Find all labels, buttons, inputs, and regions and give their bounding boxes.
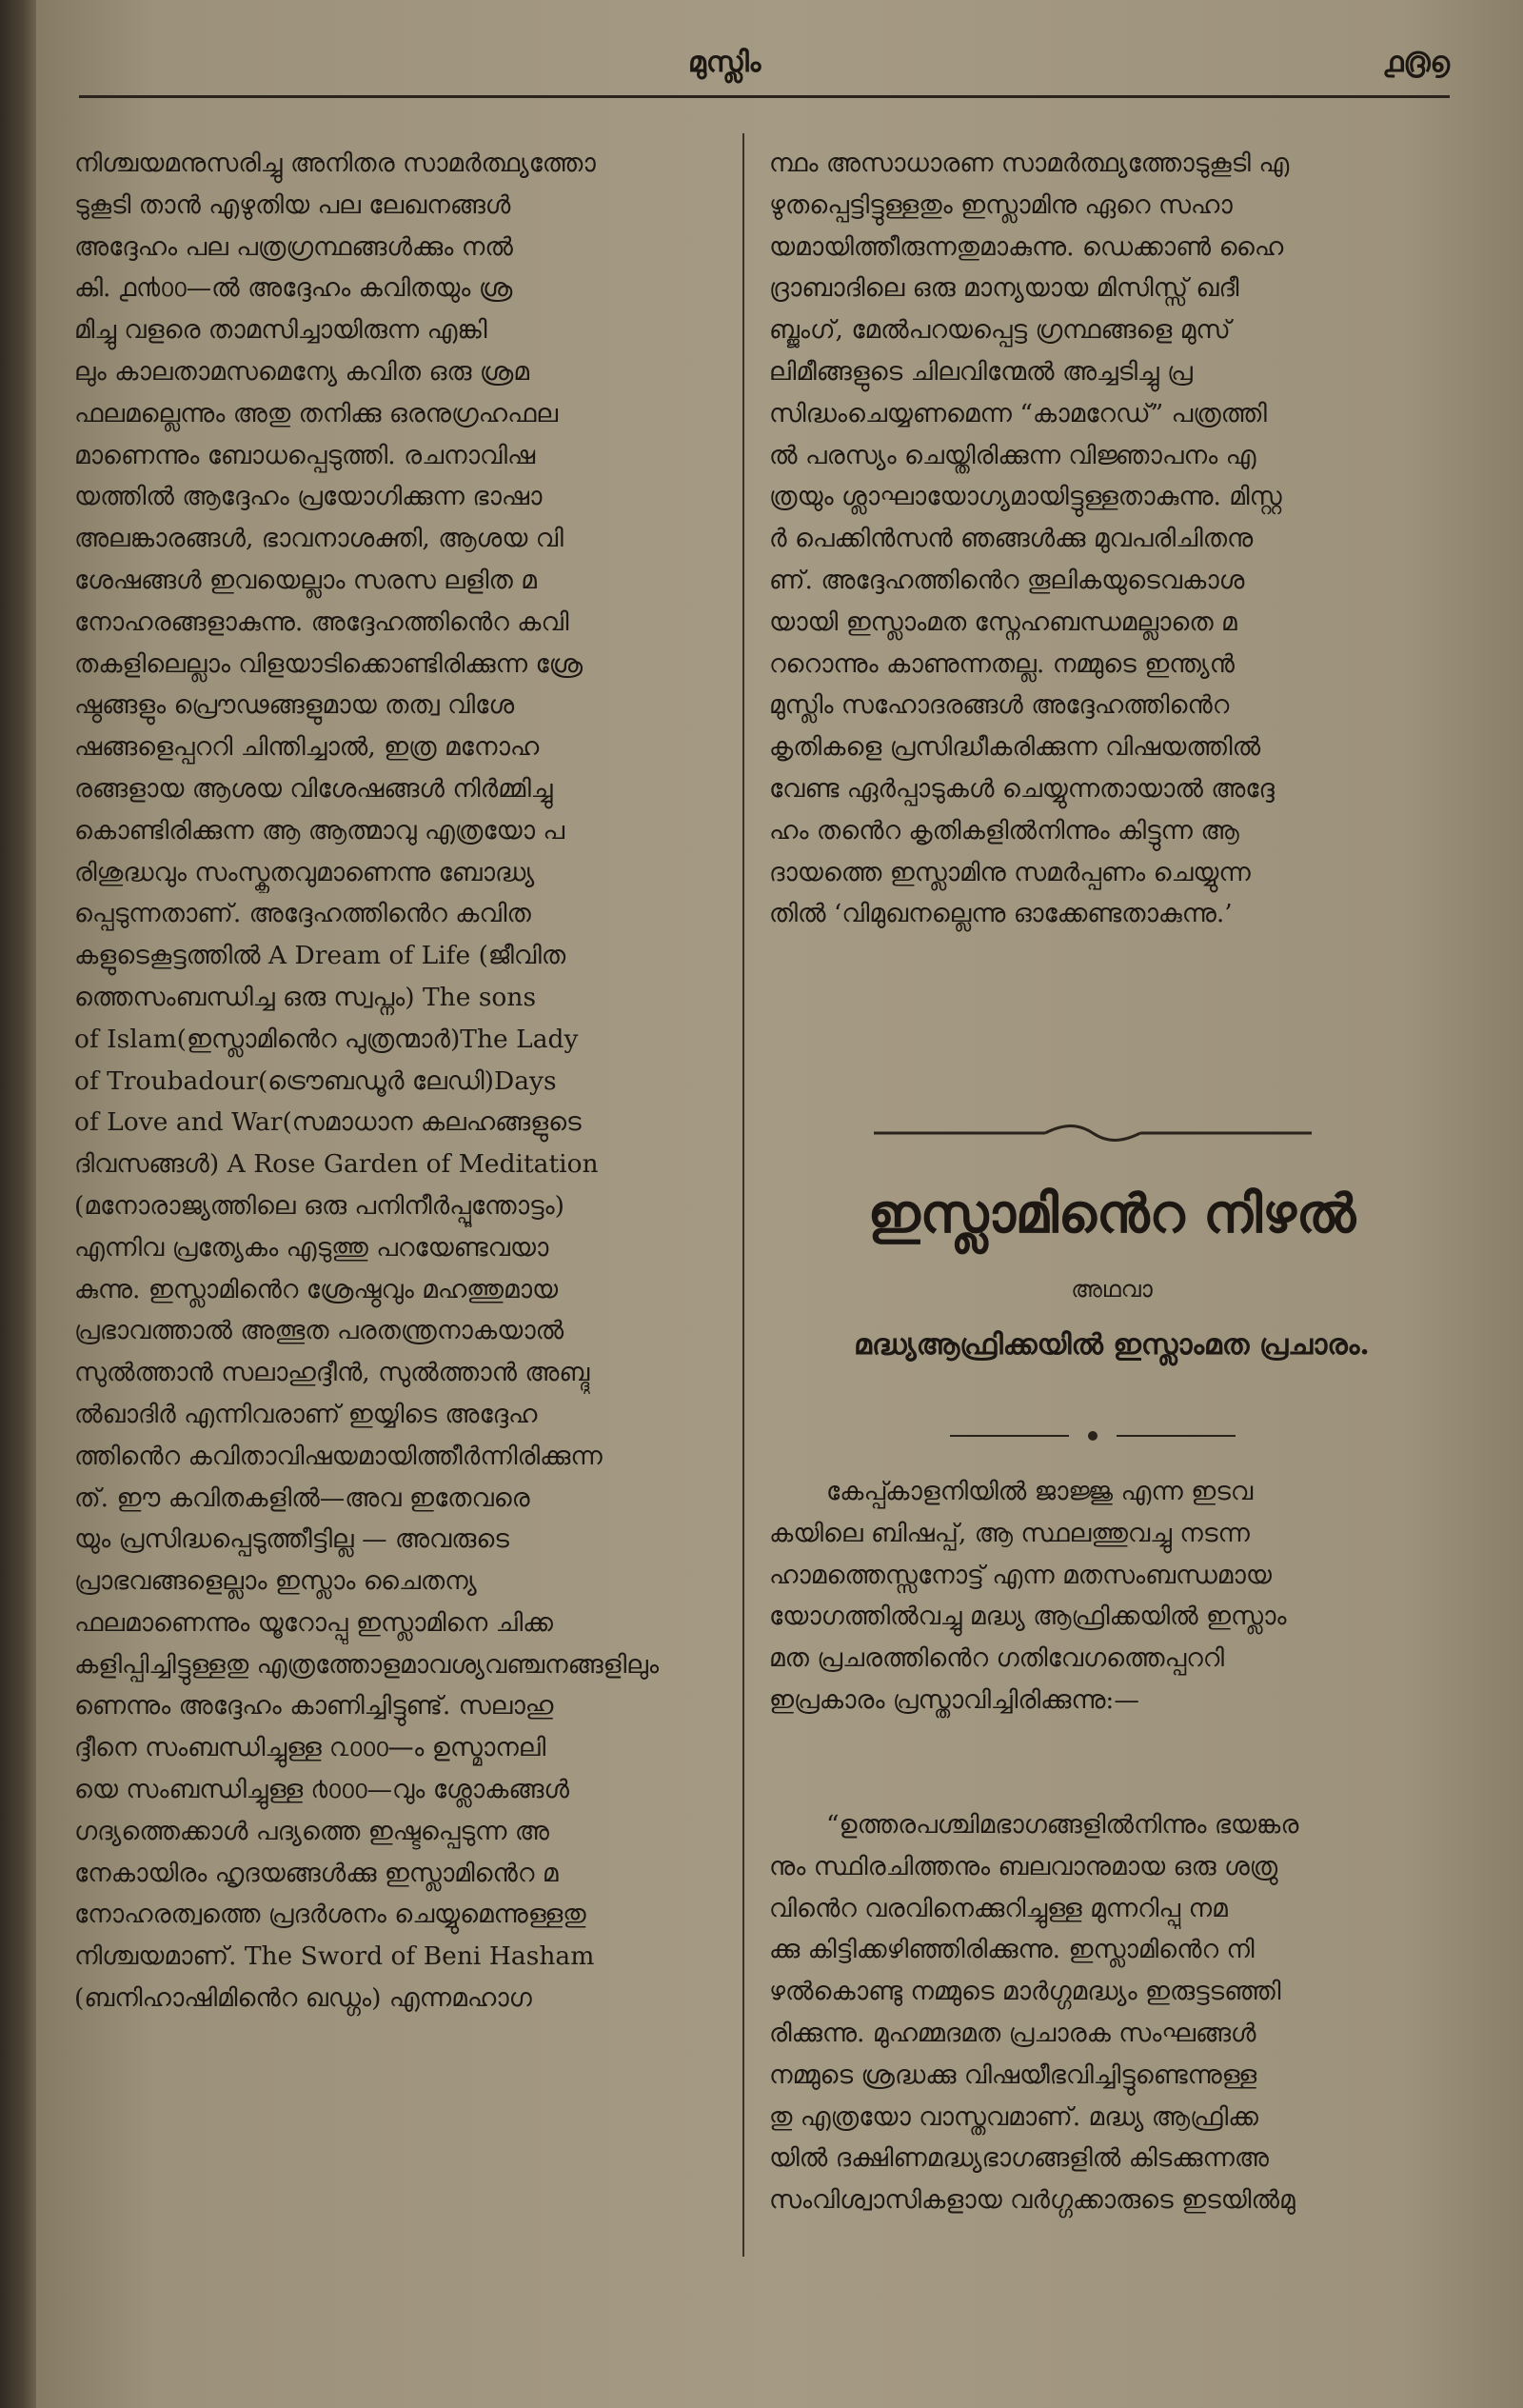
text-line: ലും കാലതാമസമെന്യേ കവിത ഒരു ശ്രമ [74, 356, 529, 387]
text-line: അദ്ദേഹം പല പത്രഗ്രന്ഥങ്ങൾക്കും നൽ [74, 231, 513, 262]
text-line: ണ്. അദ്ദേഹത്തിൻെറ തൂലികയുടെവകാശ [769, 565, 1245, 595]
text-line: ഫലമല്ലെന്നും അതു തനിക്കു ഒരനുഗ്രഹഫല [74, 398, 559, 428]
text-line: കളിപ്പിച്ചിട്ടുള്ളതു എത്രത്തോളമാവശ്യവഞ്ചനങ്ങളിലും [74, 1649, 660, 1680]
text-line: ൽ പരസ്യം ചെയ്തിരിക്കുന്ന വിജ്ഞാപനം എ [769, 440, 1256, 470]
text-line: ന്ഥം അസാധാരണ സാമർത്ഥ്യത്തോടുകൂടി എ [769, 149, 1290, 178]
left-column [74, 143, 760, 2020]
text-line: ഹാമത്തെസ്സനോട്ട് എന്ന മതസംബന്ധമായ [769, 1560, 1272, 1590]
text-line: ടുകൂടി താൻ എഴുതിയ പല ലേഖനങ്ങൾ [74, 189, 511, 220]
text-line: ഗദ്യത്തെക്കാൾ പദ്യത്തെ ഇഷ്ടപ്പെടുന്ന അ [74, 1816, 549, 1846]
text-line: കുന്നു. ഇസ്ലാമിൻെറ ശ്രേഷ്ഠവും മഹത്തുമായ [74, 1274, 559, 1304]
text-line: of Love and War(സമാധാന കലഹങ്ങളുടെ [74, 1107, 582, 1138]
text-line: നിശ്ചയമാണ്. The Sword of Beni Hasham [74, 1941, 595, 1972]
text-line: ണെന്നും അദ്ദേഹം കാണിച്ചിട്ടുണ്ട്. സലാഹു [74, 1691, 554, 1721]
scanned-page [36, 0, 1523, 2408]
text-line: ഴൽകൊണ്ടു നമ്മുടെ മാർഗ്ഗമദ്ധ്യം ഇരുട്ടടഞ്ഞി [769, 1977, 1281, 2007]
text-line: നോഹരങ്ങളാകുന്നു. അദ്ദേഹത്തിൻെറ കവി [74, 607, 569, 637]
text-line: കേപ്പ്കാളനിയിൽ ജാജ്ജു എന്ന ഇടവ [826, 1477, 1254, 1506]
text-line: ശേഷങ്ങൾ ഇവയെല്ലാം സരസ ലളിത മ [74, 565, 537, 595]
text-line: വിൻെറ വരവിനെക്കുറിച്ചുള്ള മുന്നറിപ്പു നമ [769, 1893, 1228, 1923]
article-title: ഇസ്ലാമിൻെറ നിഴൽ [867, 1183, 1356, 1245]
text-line: മിച്ചു വളരെ താമസിച്ചായിരുന്ന എങ്കി [74, 315, 487, 346]
text-line: കൃതികളെ പ്രസിദ്ധീകരിക്കുന്ന വിഷയത്തിൽ [769, 732, 1261, 763]
text-line: സംവിശ്വാസികളായ വർഗ്ഗക്കാരുടെ ഇടയിൽമു [769, 2185, 1296, 2216]
text-line: ത്തിൻെറ കവിതാവിഷയമായിത്തീർന്നിരിക്കുന്ന [74, 1441, 603, 1471]
text-line: നിശ്ചയമനുസരിച്ചു അനിതര സാമർത്ഥ്യത്തോ [74, 149, 596, 178]
text-line: യിൽ ദക്ഷിണമദ്ധ്യഭാഗങ്ങളിൽ കിടക്കുന്നഅ [769, 2143, 1269, 2174]
text-line: ഫലമാണെന്നും യൂറോപ്പു ഇസ്ലാമിനെ ചിക്ക [74, 1607, 553, 1638]
text-line: “ഉത്തരപശ്ചിമഭാഗങ്ങളിൽനിന്നും ഭയങ്കര [826, 1810, 1299, 1840]
text-line: ററൊന്നും കാണുന്നതല്ല. നമ്മുടെ ഇന്ത്യൻ [769, 648, 1235, 679]
book-spine [0, 0, 36, 2408]
text-line: ത്തെസംബന്ധിച്ച ഒരു സ്വപ്നം) The sons [74, 982, 537, 1012]
text-line: (ബനിഹാഷിമിൻെറ ഖഡ്ഗം) എന്നമഹാഗ [74, 1983, 532, 2014]
text-line: ദ്ദീനെ സംബന്ധിച്ചുള്ള ൨൦൦൦—ം ഉസ്മാനലി [74, 1733, 546, 1763]
text-line: ക്കു കിട്ടിക്കഴിഞ്ഞിരിക്കുന്നു. ഇസ്ലാമിൻെറ നി [769, 1935, 1255, 1965]
text-line: യെ സംബന്ധിച്ചുള്ള ൪൦൦൦—വും ശ്ലോകങ്ങൾ [74, 1775, 569, 1805]
text-line: of Troubadour(ട്രൌബഡൂർ ലേഡി)Days [74, 1065, 557, 1096]
page-header [79, 38, 1450, 98]
text-line: നോഹരത്വത്തെ പ്രദർശനം ചെയ്യുമെന്നുള്ളതു [74, 1900, 586, 1930]
text-line: യത്തിൽ ആദ്ദേഹം പ്രയോഗിക്കുന്ന ഭാഷാ [74, 482, 543, 512]
separator-rule [950, 1428, 1236, 1443]
text-line: ബ്ജംഗ്, മേൽപറയപ്പെട്ട ഗ്രന്ഥങ്ങളെ മുസ് [769, 315, 1231, 346]
ornament-rule [874, 1124, 1312, 1143]
text-line: ർ പെക്കിൻസൻ ഞങ്ങൾക്കു മുവപരിചിതനു [769, 524, 1254, 554]
text-line: പ്രഭാവത്താൽ അത്ഭുത പരതന്ത്രനാകയാൽ [74, 1316, 564, 1346]
text-line: സിദ്ധംചെയ്യണമെന്ന “കാമറേഡ്” പത്രത്തി [769, 398, 1267, 428]
article-subtitle: മദ്ധ്യആഫ്രിക്കയിൽ ഇസ്ലാംമത പ്രചാരം. [854, 1328, 1370, 1362]
text-line: ഹം തൻെറ കൃതികളിൽനിന്നും കിട്ടുന്ന ആ [769, 815, 1239, 846]
text-line: രങ്ങളായ ആശയ വിശേഷങ്ങൾ നിർമ്മിച്ചു [74, 773, 553, 804]
text-line: ത്. ഈ കവിതകളിൽ—അവ ഇതേവരെ [74, 1483, 530, 1513]
text-line: നേകായിരം ഹൃദയങ്ങൾക്കു ഇസ്ലാമിൻെറ മ [74, 1858, 559, 1888]
text-line: അലങ്കാരങ്ങൾ, ഭാവനാശക്തി, ആശയ വി [74, 524, 564, 554]
text-line: മാണെന്നും ബോധപ്പെടുത്തി. രചനാവിഷ [74, 440, 536, 470]
text-line: (മനോരാജ്യത്തിലെ ഒരു പനിനീർപ്പൂന്തോട്ടം) [74, 1190, 564, 1221]
running-title: മുസ്ലിം [688, 46, 762, 79]
article-intro [769, 1471, 1454, 1721]
text-line: ദ്രാബാദിലെ ഒരു മാന്യയായ മിസിസ്സ് ഖദീ [769, 273, 1239, 304]
text-line: ഇപ്രകാരം പ്രസ്താവിച്ചിരിക്കുന്നു:— [769, 1684, 1139, 1715]
text-line: ത്രയും ശ്ലാഘായോഗ്യമായിട്ടുള്ളതാകുന്നു. മിസ്റ്റ [769, 482, 1282, 512]
text-line: മത പ്രചരത്തിൻെറ ഗതിവേഗത്തെപ്പററി [769, 1643, 1224, 1674]
text-line: യോഗത്തിൽവച്ചു മദ്ധ്യ ആഫ്രിക്കയിൽ ഇസ്ലാം [769, 1602, 1287, 1632]
text-line: കളുടെകൂട്ടത്തിൽ A Dream of Life (ജീവിത [74, 941, 566, 971]
text-line: ഷങ്ങളെപ്പററി ചിന്തിച്ചാൽ, ഇത്ര മനോഹ [74, 732, 540, 763]
text-line: ദായത്തെ ഇസ്ലാമിനു സമർപ്പണം ചെയ്യുന്ന [769, 857, 1251, 887]
text-line: കി. ൧൯൦൦—ൽ അദ്ദേഹം കവിതയും ശ്ര [74, 273, 513, 304]
text-line: യും പ്രസിദ്ധപ്പെടുത്തീട്ടില്ല — അവരുടെ [74, 1524, 509, 1555]
text-line: നും സ്ഥിരചിത്തനും ബലവാനുമായ ഒരു ശത്രു [769, 1851, 1278, 1881]
text-line: മുസ്ലിം സഹോദരങ്ങൾ അദ്ദേഹത്തിൻെറ [769, 690, 1230, 721]
text-line: കയിലെ ബിഷപ്പ്, ആ സ്ഥലത്തുവച്ചു നടന്ന [769, 1518, 1250, 1548]
right-column-top [769, 143, 1454, 935]
text-line: പ്രാഭവങ്ങളെല്ലാം ഇസ്ലാം ചൈതന്യ [74, 1566, 477, 1597]
text-line: പ്പെടുന്നതാണ്. അദ്ദേഹത്തിൻെറ കവിത [74, 899, 531, 929]
text-line: ദിവസങ്ങൾ) A Rose Garden of Meditation [74, 1149, 599, 1180]
article-quote [769, 1804, 1454, 2221]
text-line: നമ്മുടെ ശ്രദ്ധക്കു വിഷയീഭവിച്ചിട്ടുണ്ടെന്നുള്ള [769, 2060, 1257, 2090]
text-line: ഴുതപ്പെട്ടിട്ടുള്ളതും ഇസ്ലാമിനു ഏറെ സഹാ [769, 189, 1233, 220]
text-line: വേണ്ട ഏർപ്പാടുകൾ ചെയ്യുന്നതായാൽ അദ്ദേ [769, 773, 1275, 804]
text-line: രിശുദ്ധവും സംസ്കൃതവുമാണെന്നു ബോദ്ധ്യ [74, 857, 535, 887]
text-line: കൊണ്ടിരിക്കുന്ന ആ ആത്മാവു എത്രയോ പ [74, 815, 565, 846]
text-line: യമായിത്തീരുന്നതുമാകുന്നു. ഡെക്കാൺ ഹൈ [769, 231, 1284, 262]
text-line: യായി ഇസ്ലാംമത സ്നേഹബന്ധമല്ലാതെ മ [769, 607, 1237, 637]
text-line: ഷ്ഠങ്ങളും പ്രൌഢങ്ങളുമായ തത്വ വിശേ [74, 690, 515, 721]
text-line: of Islam(ഇസ്ലാമിൻെറ പുത്രന്മാർ)The Lady [74, 1024, 579, 1054]
text-line: തു എത്രയോ വാസ്തവമാണ്. മദ്ധ്യ ആഫ്രിക്ക [769, 2101, 1258, 2132]
article-or: അഥവാ [1071, 1276, 1153, 1303]
text-line: എന്നിവ പ്രത്യേകം എടുത്തു പറയേണ്ടവയാ [74, 1232, 549, 1263]
text-line: തിൽ ‘വിമുഖനല്ലെന്നു ഓക്കേണ്ടതാകുന്നു.’ [769, 899, 1233, 929]
text-line: രിക്കുന്നു. മുഹമ്മദമത പ്രചാരക സംഘങ്ങൾ [769, 2018, 1256, 2048]
text-line: തകളിലെല്ലാം വിളയാടിക്കൊണ്ടിരിക്കുന്ന ശ്രേ [74, 648, 583, 679]
page-number: ൧൫൭ [1383, 46, 1450, 79]
text-line: സുൽത്താൻ സലാഹുദ്ദീൻ, സുൽത്താൻ അബ്ദു [74, 1358, 590, 1388]
text-line: ൽഖാദിർ എന്നിവരാണ് ഇയ്യിടെ അദ്ദേഹ [74, 1399, 538, 1429]
text-line: ലിമീങ്ങളുടെ ചിലവിന്മേൽ അച്ചടിച്ചു പ്ര [769, 356, 1193, 387]
